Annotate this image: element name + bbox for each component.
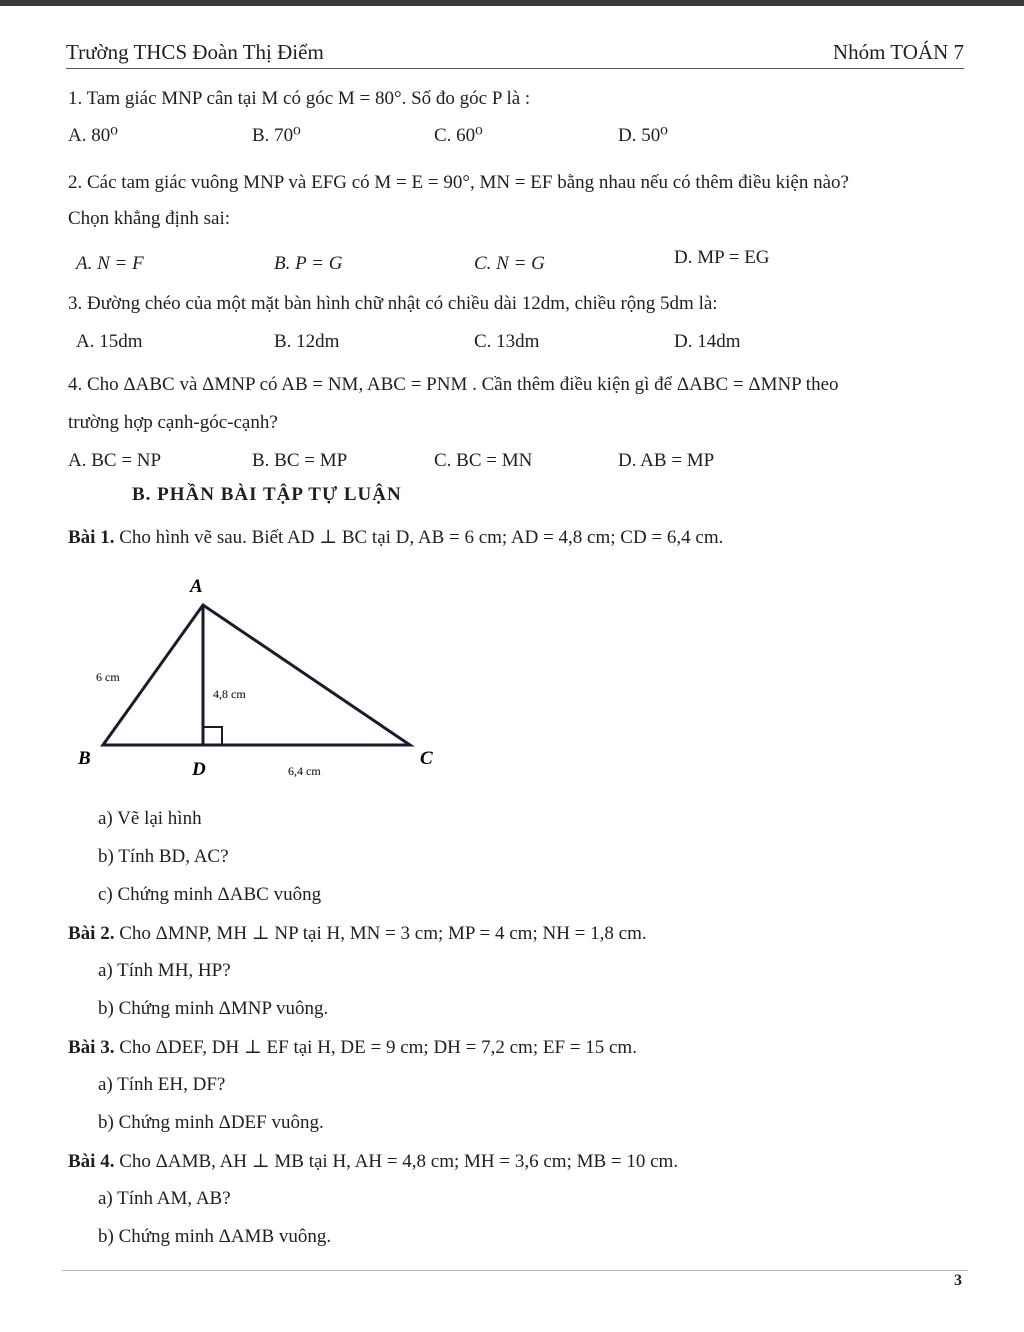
bai4-statement	[68, 1150, 678, 1173]
side-ad-label: 4,8 cm	[213, 687, 246, 701]
group-name: Nhóm TOÁN 7	[832, 40, 964, 64]
bai3-item-a: a) Tính EH, DF?	[98, 1074, 226, 1095]
school-name: Trường THCS Đoàn Thị Điểm	[66, 40, 324, 64]
q3-text: 3. Đường chéo của một mặt bàn hình chữ nhật có chiều dài 12dm, chiều rộng 5dm là:	[68, 293, 718, 314]
bai3-label: Bài 3.	[68, 1037, 115, 1058]
bai1-item-c: c) Chứng minh ΔABC vuông	[98, 884, 322, 905]
q4-text-2: trường hợp cạnh-góc-cạnh?	[68, 412, 278, 433]
bai3-item-b: b) Chứng minh ΔDEF vuông.	[98, 1112, 324, 1133]
bai1-item-b: b) Tính BD, AC?	[98, 846, 229, 867]
right-angle-mark	[203, 727, 222, 745]
page-header	[66, 36, 964, 69]
bai2-item-a: a) Tính MH, HP?	[98, 960, 231, 981]
bai4-text: Cho ΔAMB, AH ⊥ MB tại H, AH = 4,8 cm; MH = 3,6 cm; MB = 10 cm.	[114, 1151, 679, 1172]
bai2-statement	[68, 922, 647, 945]
q3-option-c: C. 13dm	[474, 331, 540, 352]
q4-option-c: C. BC = MN	[434, 450, 533, 471]
q2-text-2: Chọn khẳng định sai:	[68, 208, 231, 229]
bai2-item-b: b) Chứng minh ΔMNP vuông.	[98, 998, 329, 1019]
bai2-text: Cho ΔMNP, MH ⊥ NP tại H, MN = 3 cm; MP = 4 cm; NH = 1,8 cm.	[114, 923, 647, 944]
bai3-statement	[68, 1036, 637, 1059]
page-number: 3	[954, 1272, 962, 1289]
q3-option-d: D. 14dm	[674, 331, 741, 352]
q1-text: 1. Tam giác MNP cân tại M có góc M = 80°. Số đo góc P là :	[68, 88, 531, 109]
bai4-item-b: b) Chứng minh ΔAMB vuông.	[98, 1226, 332, 1247]
q2-option-c: C. N = G	[474, 253, 545, 274]
vertex-d-label: D	[192, 759, 206, 780]
bai1-item-a: a) Vẽ lại hình	[98, 808, 202, 829]
q2-option-d: D. MP = EG	[674, 247, 770, 268]
vertex-a-label: A	[190, 576, 203, 597]
q1-option-b: B. 70⁰	[252, 125, 301, 146]
top-border	[0, 0, 1024, 6]
q4-option-d: D. AB = MP	[618, 450, 715, 471]
triangle-figure	[70, 570, 450, 790]
q4-option-b: B. BC = MP	[252, 450, 348, 471]
q4-text: 4. Cho ΔABC và ΔMNP có AB = NM, ABC = PNM . Cần thêm điều kiện gì để ΔABC = ΔMNP theo	[68, 374, 839, 395]
triangle-abc	[103, 605, 410, 745]
side-dc-label: 6,4 cm	[288, 764, 321, 778]
footer-rule	[62, 1270, 968, 1271]
q1-option-a: A. 80⁰	[68, 125, 118, 146]
section-title: B. PHẦN BÀI TẬP TỰ LUẬN	[132, 484, 402, 505]
q4-option-a: A. BC = NP	[68, 450, 162, 471]
bai4-item-a: a) Tính AM, AB?	[98, 1188, 231, 1209]
q2-option-a: A. N = F	[76, 253, 144, 274]
q3-option-b: B. 12dm	[274, 331, 340, 352]
q1-option-d: D. 50⁰	[618, 125, 668, 146]
side-ab-label: 6 cm	[96, 670, 120, 684]
q2-text: 2. Các tam giác vuông MNP và EFG có M = E = 90°, MN = EF bằng nhau nếu có thêm điều kiện nào?	[68, 172, 849, 193]
q2-option-b: B. P = G	[274, 253, 343, 274]
bai1-statement	[68, 526, 723, 549]
q1-option-c: C. 60⁰	[434, 125, 483, 146]
bai1-text: Cho hình vẽ sau. Biết AD ⊥ BC tại D, AB = 6 cm; AD = 4,8 cm; CD = 6,4 cm.	[114, 527, 724, 548]
bai4-label: Bài 4.	[68, 1151, 115, 1172]
bai3-text: Cho ΔDEF, DH ⊥ EF tại H, DE = 9 cm; DH = 7,2 cm; EF = 15 cm.	[114, 1037, 637, 1058]
vertex-b-label: B	[78, 748, 91, 769]
vertex-c-label: C	[420, 748, 433, 769]
bai1-label: Bài 1.	[68, 527, 115, 548]
bai2-label: Bài 2.	[68, 923, 115, 944]
q3-option-a: A. 15dm	[76, 331, 143, 352]
